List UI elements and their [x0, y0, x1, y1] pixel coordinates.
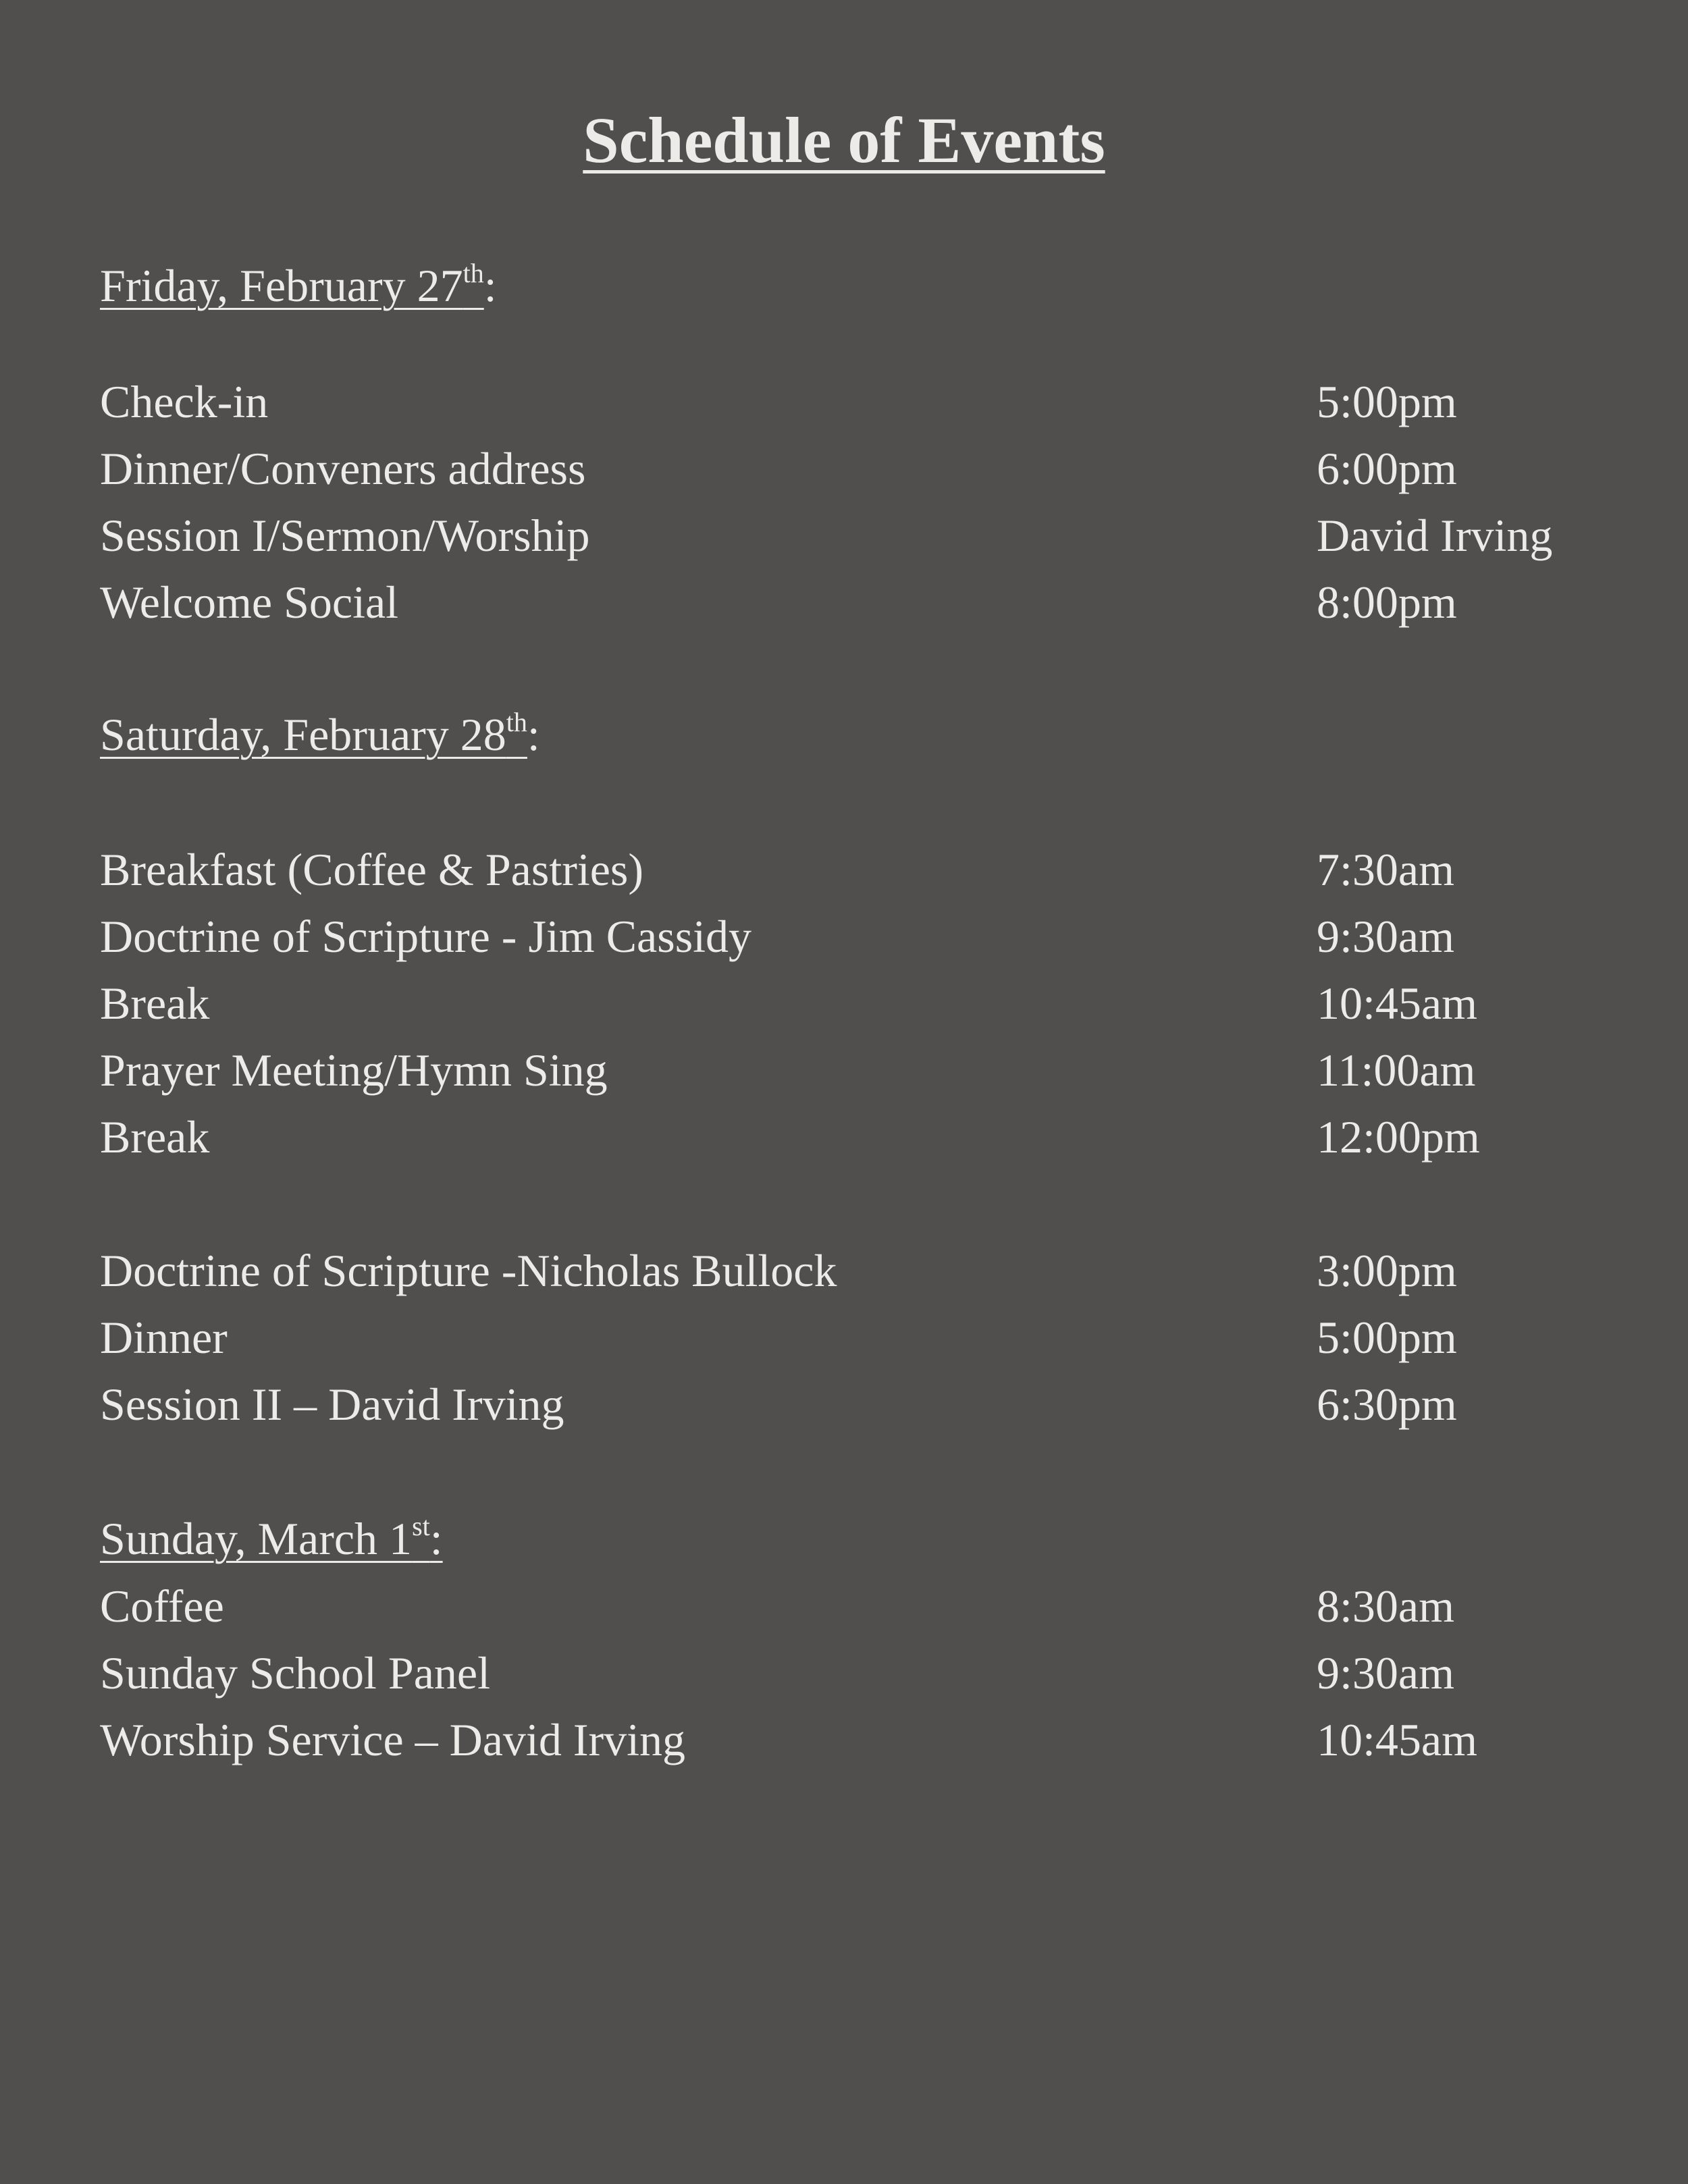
schedule-row: [100, 1371, 1612, 1438]
event-label: Check-in: [100, 376, 271, 427]
event-label: Doctrine of Scripture - Jim Cassidy: [100, 911, 754, 962]
schedule-row: [100, 435, 1612, 502]
event-time: 8:00pm: [1317, 577, 1457, 628]
day-heading-friday: Friday, February 27th:: [100, 258, 497, 311]
schedule-row: [100, 369, 1612, 435]
event-time: 10:45am: [1317, 978, 1477, 1029]
event-time: 5:00pm: [1317, 376, 1457, 427]
schedule-row: [100, 970, 1612, 1037]
page-title: [0, 100, 1688, 181]
event-label: Dinner/Conveners address: [100, 443, 588, 494]
schedule-row: [100, 1304, 1612, 1371]
event-time: 12:00pm: [1317, 1111, 1480, 1163]
event-label: Worship Service – David Irving: [100, 1714, 688, 1765]
event-time: 5:00pm: [1317, 1312, 1457, 1363]
event-label: Prayer Meeting/Hymn Sing: [100, 1044, 610, 1096]
event-time: 3:00pm: [1317, 1245, 1457, 1296]
event-time: 10:45am: [1317, 1714, 1477, 1765]
schedule-row: [100, 836, 1612, 903]
event-time: 11:00am: [1317, 1044, 1476, 1096]
schedule-row: [100, 569, 1612, 636]
event-label: Welcome Social: [100, 577, 401, 628]
day-heading-sunday: Sunday, March 1st:: [100, 1511, 443, 1564]
schedule-row: [100, 1237, 1612, 1304]
schedule-row: [100, 1037, 1612, 1104]
schedule-row: [100, 1104, 1612, 1171]
event-time: 9:30am: [1317, 1647, 1454, 1699]
event-label: Dinner: [100, 1312, 230, 1363]
page-title-text: Schedule of Events: [583, 104, 1105, 176]
event-time: 8:30am: [1317, 1580, 1454, 1632]
event-time: 6:30pm: [1317, 1379, 1457, 1430]
event-label: Breakfast (Coffee & Pastries): [100, 844, 646, 895]
event-label: Coffee: [100, 1580, 227, 1632]
event-time: 7:30am: [1317, 844, 1454, 895]
event-label: Session I/Sermon/Worship: [100, 510, 593, 561]
event-label: Session II – David Irving: [100, 1379, 566, 1430]
schedule-row: [100, 502, 1612, 569]
schedule-row: [100, 903, 1612, 970]
event-presenter: David Irving: [1317, 510, 1553, 561]
day-heading-saturday: Saturday, February 28th:: [100, 707, 540, 760]
event-time: 9:30am: [1317, 911, 1454, 962]
schedule-row: [100, 1640, 1612, 1707]
event-label: Sunday School Panel: [100, 1647, 493, 1699]
event-label: Break: [100, 1111, 212, 1163]
event-label: Doctrine of Scripture -Nicholas Bullock: [100, 1245, 840, 1296]
event-time: 6:00pm: [1317, 443, 1457, 494]
schedule-row: [100, 1573, 1612, 1640]
event-label: Break: [100, 978, 212, 1029]
schedule-row: [100, 1707, 1612, 1774]
